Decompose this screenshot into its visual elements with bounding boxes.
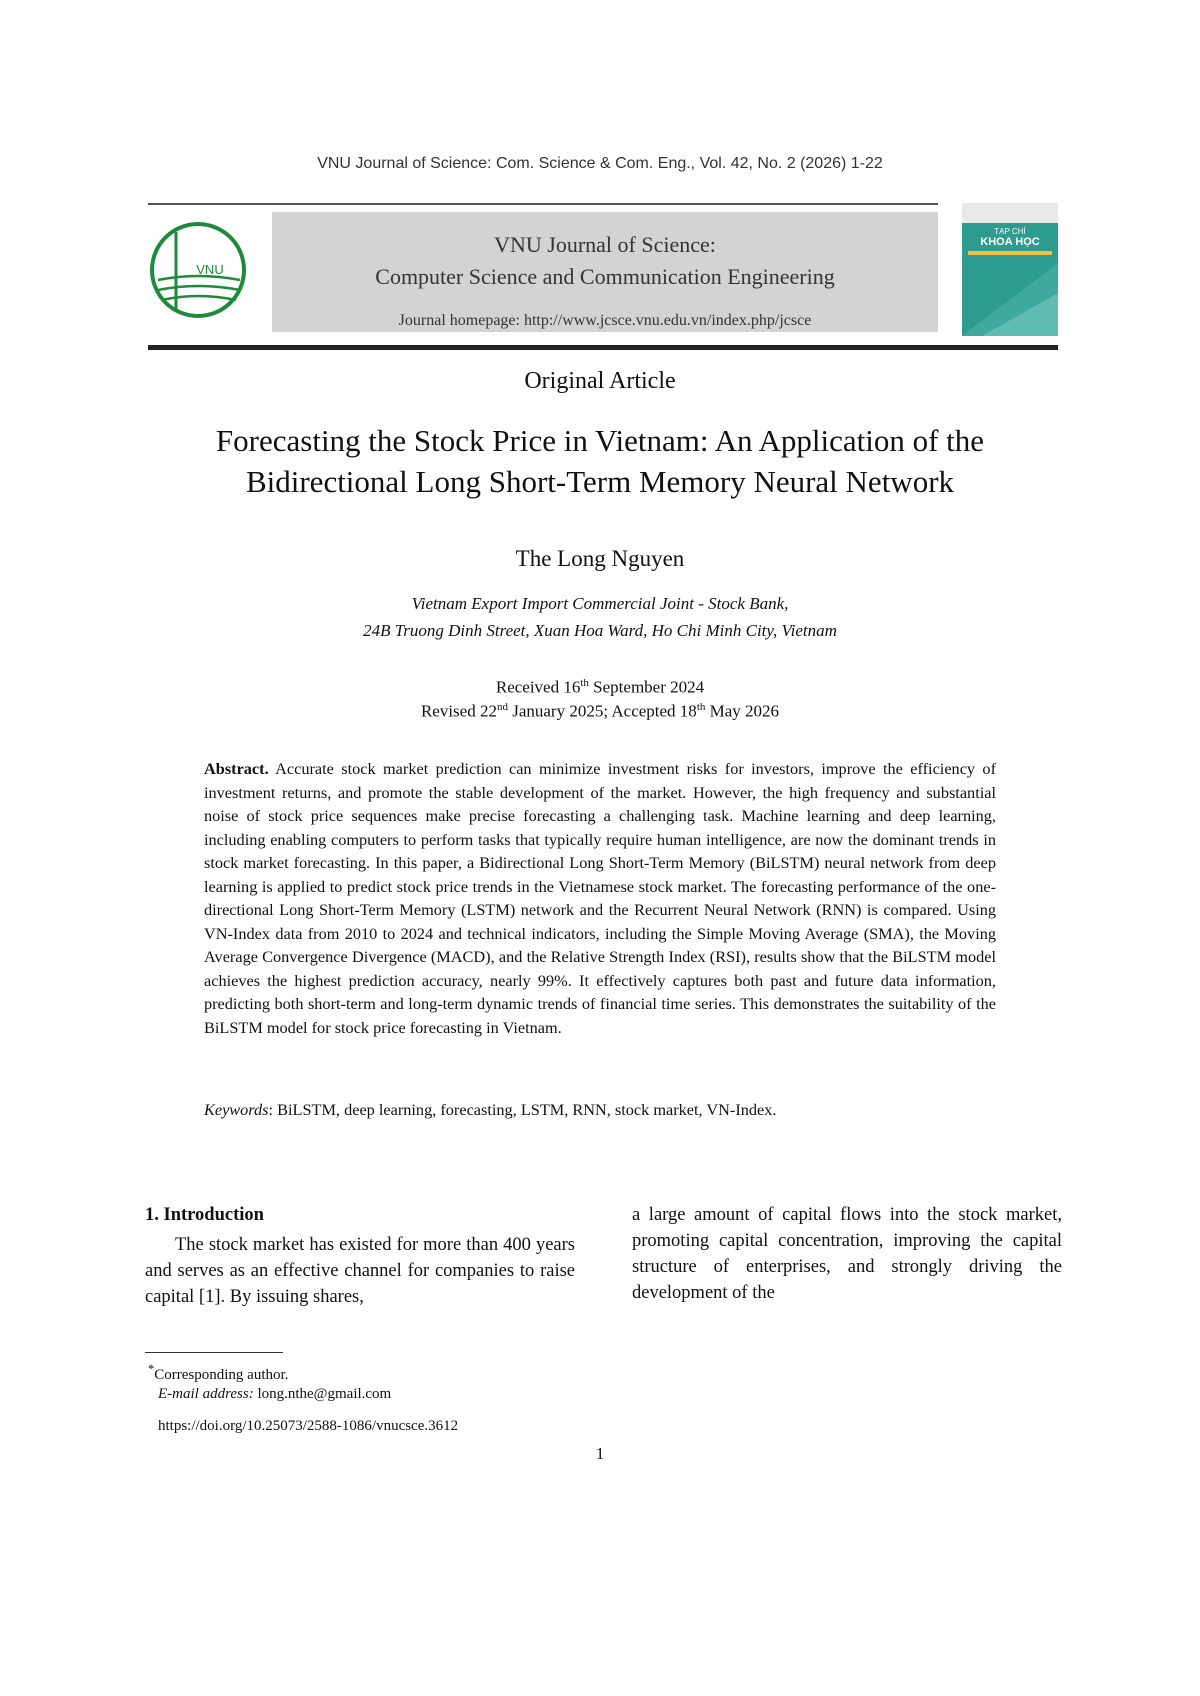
revised-sup: nd	[496, 701, 508, 713]
accepted-suffix: May 2026	[705, 701, 780, 721]
cover-small-text: TẠP CHÍ	[994, 227, 1026, 236]
paper-title	[100, 420, 1100, 502]
cover-title: KHOA HỌC	[980, 236, 1040, 248]
vnu-logo	[148, 212, 248, 328]
running-head: VNU Journal of Science: Com. Science & Com. Eng., Vol. 42, No. 2 (2026) 1-22	[317, 155, 883, 172]
affiliation-line2: 24B Truong Dinh Street, Xuan Hoa Ward, Ho Chi Minh City, Vietnam	[363, 621, 837, 640]
corresponding-author: Corresponding author.	[154, 1367, 289, 1383]
footnote-rule	[145, 1352, 283, 1353]
abstract-text: Accurate stock market prediction can minimize investment risks for investors, improve the efficiency of investment returns, and promote the stable development of the market. However, the high frequency and substantial noise of stock price sequences make precise forecasting a challenging task. Machine learning and deep learning, including enabling computers to perform tasks that typically require human intelligence, are now the dominant trends in stock market forecasting. In this paper, a Bidirectional Long Short-Term Memory (BiLSTM) neural network from deep learning is applied to predict stock price trends in the Vietnamese stock market. The forecasting performance of the one-directional Long Short-Term Memory (LSTM) network and the Recurrent Neural Network (RNN) is compared. Using VN-Index data from 2010 to 2024 and technical indicators, including the Simple Moving Average (SMA), the Moving Average Convergence Divergence (MACD), and the Relative Strength Index (RSI), results show that the BiLSTM model achieves the highest prediction accuracy, nearly 99%. It effectively captures both past and future data information, predicting both short-term and long-term dynamic trends of financial time series. This demonstrates the suitability of the BiLSTM model for stock price forecasting in Vietnam.	[204, 759, 996, 1037]
footnote-marker: *	[148, 1362, 155, 1376]
keywords	[204, 1100, 996, 1120]
affiliation-line1: Vietnam Export Import Commercial Joint - Stock Bank,	[411, 594, 789, 613]
received-date	[0, 677, 1200, 698]
received-prefix: Received 16	[495, 677, 581, 697]
email-address[interactable]: long.nthe@gmail.com	[253, 1386, 392, 1402]
page-number: 1	[595, 1444, 605, 1463]
paragraph-right: a large amount of capital flows into the stock market, promoting capital concentration, improving the capital structure of enterprises, and strongly driving the development of the	[632, 1205, 1062, 1303]
banner-title-line1: VNU Journal of Science:	[494, 232, 716, 257]
journal-homepage: Journal homepage: http://www.jcsce.vnu.edu.vn/index.php/jcsce	[398, 312, 812, 329]
footnote-corresponding	[148, 1362, 288, 1384]
accepted-sup: th	[696, 701, 706, 713]
banner-title-line2: Computer Science and Communication Engineering	[375, 264, 835, 289]
header-bottom-rule	[148, 345, 1058, 350]
header-top-rule	[148, 203, 938, 205]
email-label: E-mail address:	[158, 1386, 254, 1402]
revised-mid: January 2025; Accepted 18	[507, 701, 697, 721]
author-name: The Long Nguyen	[515, 546, 685, 571]
footnote-email	[158, 1386, 391, 1403]
section-heading: 1. Introduction	[145, 1205, 264, 1225]
cover-pattern-icon	[962, 203, 1058, 336]
title-line2: Bidirectional Long Short-Term Memory Neural Network	[245, 464, 955, 499]
body-right-column	[632, 1202, 1062, 1306]
paragraph-left: The stock market has existed for more than 400 years and serves as an effective channel for companies to raise capital [1]. By issuing shares,	[145, 1235, 575, 1307]
journal-banner	[272, 212, 938, 332]
received-suffix: September 2024	[588, 677, 705, 697]
keywords-list: : BiLSTM, deep learning, forecasting, LSTM, RNN, stock market, VN-Index.	[268, 1100, 777, 1119]
doi-link[interactable]: https://doi.org/10.25073/2588-1086/vnucsce.3612	[158, 1418, 459, 1434]
vnu-logo-icon	[148, 212, 248, 328]
revised-accepted-dates	[0, 701, 1200, 722]
revised-prefix: Revised 22	[420, 701, 497, 721]
keywords-label: Keywords	[204, 1100, 269, 1119]
body-left-column	[145, 1202, 575, 1310]
journal-cover-thumbnail	[962, 203, 1058, 336]
title-line1: Forecasting the Stock Price in Vietnam: An Application of the	[215, 423, 985, 458]
received-sup: th	[580, 677, 589, 689]
article-type: Original Article	[524, 368, 676, 394]
logo-text: VNU	[196, 262, 224, 277]
abstract	[204, 757, 996, 1039]
abstract-label: Abstract.	[204, 759, 269, 778]
